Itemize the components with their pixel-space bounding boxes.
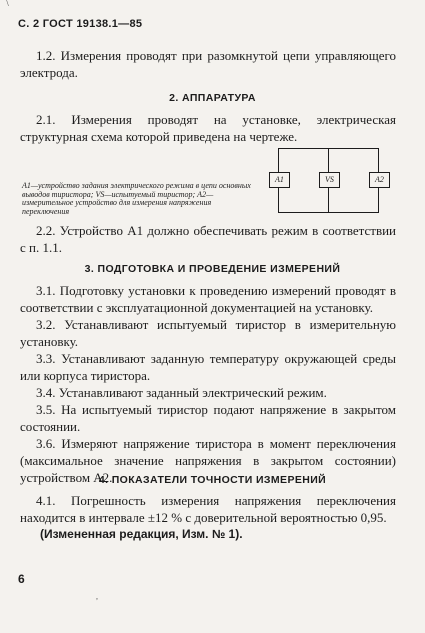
paragraph-3-4: 3.4. Устанавливают заданный электрический режим. [36, 385, 327, 400]
scan-mark-bottom: , [96, 592, 98, 601]
section-3-heading: 3. ПОДГОТОВКА И ПРОВЕДЕНИЕ ИЗМЕРЕНИЙ [84, 263, 341, 275]
scan-mark: \ [6, 0, 9, 9]
diagram-box-a1: A1 [269, 172, 290, 188]
paragraph-3-3: 3.3. Устанавливают заданную температуру окружающей среды или корпуса тиристора. [20, 351, 396, 383]
paragraph-3-1: 3.1. Подготовку установки к проведению измерений проводят в соответствии с эксплуатационной документацией на установку. [20, 283, 396, 315]
paragraph-2-1: 2.1. Измерения проводят на установке, электрическая структурная схема которой приведена на чертеже. [20, 112, 396, 144]
circuit-diagram [268, 148, 392, 216]
paragraph-3-5: 3.5. На испытуемый тиристор подают напряжение в закрытом состоянии. [20, 402, 396, 434]
page-number: 6 [18, 572, 25, 586]
paragraph-2-2: 2.2. Устройство A1 должно обеспечивать режим в соответствии с п. 1.1. [20, 223, 396, 255]
diagram-box-vs: VS [319, 172, 340, 188]
paragraph-3-6: 3.6. Измеряют напряжение тиристора в момент переключения (максимальное значение напряжения в закрытом состоянии) устройством A2. [20, 436, 396, 485]
diagram-box-a2: A2 [369, 172, 390, 188]
edition-note: (Измененная редакция, Изм. № 1). [40, 527, 243, 541]
paragraph-4-1: 4.1. Погрешность измерения напряжения переключения находится в интервале ±12 % с доверительной вероятностью 0,95. [20, 493, 396, 525]
page-header: С. 2 ГОСТ 19138.1—85 [18, 18, 143, 30]
section-2-heading: 2. АППАРАТУРА [169, 92, 256, 104]
paragraph-3-2: 3.2. Устанавливают испытуемый тиристор в измерительную установку. [20, 317, 396, 349]
paragraph-1-2: 1.2. Измерения проводят при разомкнутой цепи управляющего электрода. [20, 48, 396, 80]
diagram-caption: A1—устройство задания электрического режима в цепи основных выводов тиристора; VS—испытуемый тиристор; A2—измерительное устройство для измерения напряжения переключения [22, 181, 251, 216]
section-4-heading: 4. ПОКАЗАТЕЛИ ТОЧНОСТИ ИЗМЕРЕНИЙ [98, 474, 327, 486]
